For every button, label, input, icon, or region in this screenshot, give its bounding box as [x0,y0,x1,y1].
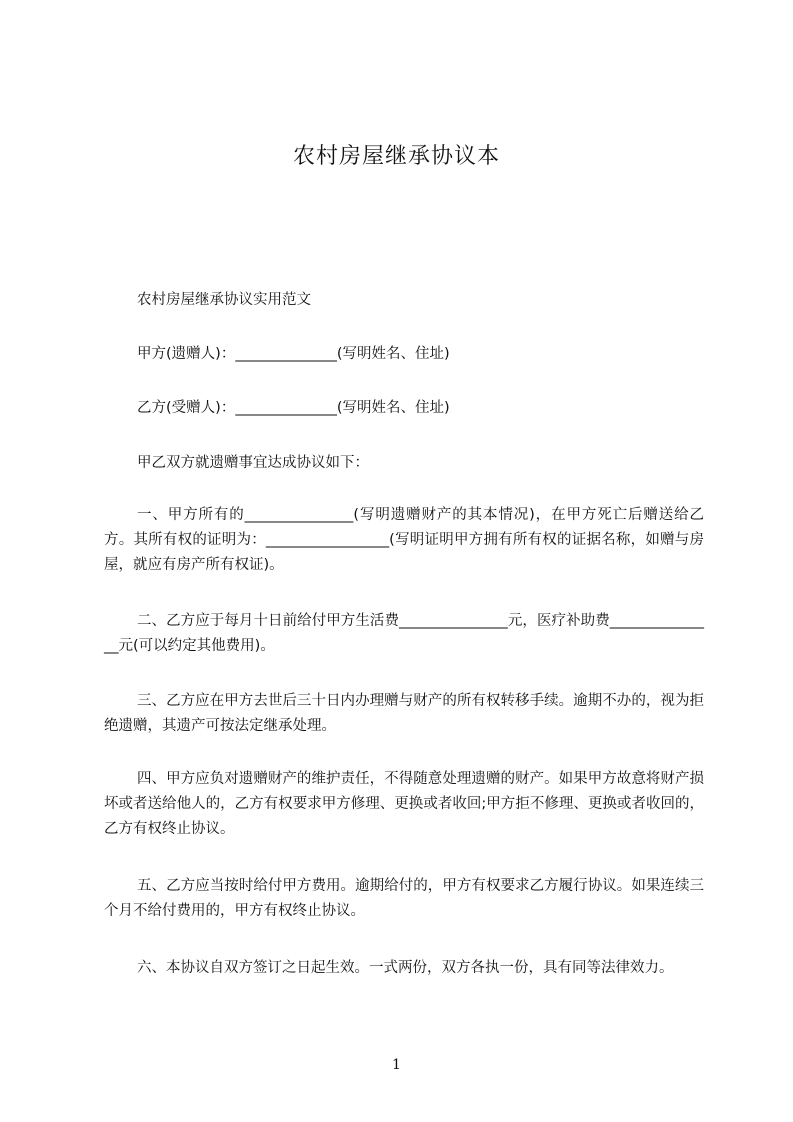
paragraph-subtitle: 农村房屋继承协议实用范文 [137,292,311,308]
document-title: 农村房屋继承协议本 [292,144,500,169]
paragraph-clause-6: 六、本协议自双方签订之日起生效。一式两份，双方各执一份，具有同等法律效力。 [137,960,674,976]
paragraph-clause-5: 五、乙方应当按时给付甲方费用。逾期给付的，甲方有权要求乙方履行协议。如果连续三个月不给付费用的，甲方有权终止协议。 [104,878,704,919]
paragraph-clause-3: 三、乙方应在甲方去世后三十日内办理赠与财产的所有权转移手续。逾期不办的，视为拒绝遗赠，其遗产可按法定继承处理。 [104,693,704,734]
paragraph-party-a: 甲方(遗赠人)：______________(写明姓名、住址) [137,346,450,362]
paragraph-clause-2: 二、乙方应于每月十日前给付甲方生活费_______________元，医疗补助费_______________元(可以约定其他费用)。 [104,613,704,654]
paragraph-clause-4: 四、甲方应负对遗赠财产的维护责任，不得随意处理遗赠的财产。如果甲方故意将财产损坏或者送给他人的，乙方有权要求甲方修理、更换或者收回;甲方拒不修理、更换或者收回的，乙方有权终止协议。 [104,771,704,837]
page-number: 1 [392,1057,401,1073]
paragraph-party-b: 乙方(受赠人)：______________(写明姓名、住址) [137,400,450,416]
paragraph-intro: 甲乙双方就遗赠事宜达成协议如下： [137,455,369,471]
paragraph-clause-1: 一、甲方所有的_______________(写明遗赠财产的其本情况)，在甲方死亡后赠送给乙方。其所有权的证明为：_________________(写明证明甲方拥有所有权的证据名称，如赠与房屋，就应有房产所有权证)。 [104,507,704,573]
